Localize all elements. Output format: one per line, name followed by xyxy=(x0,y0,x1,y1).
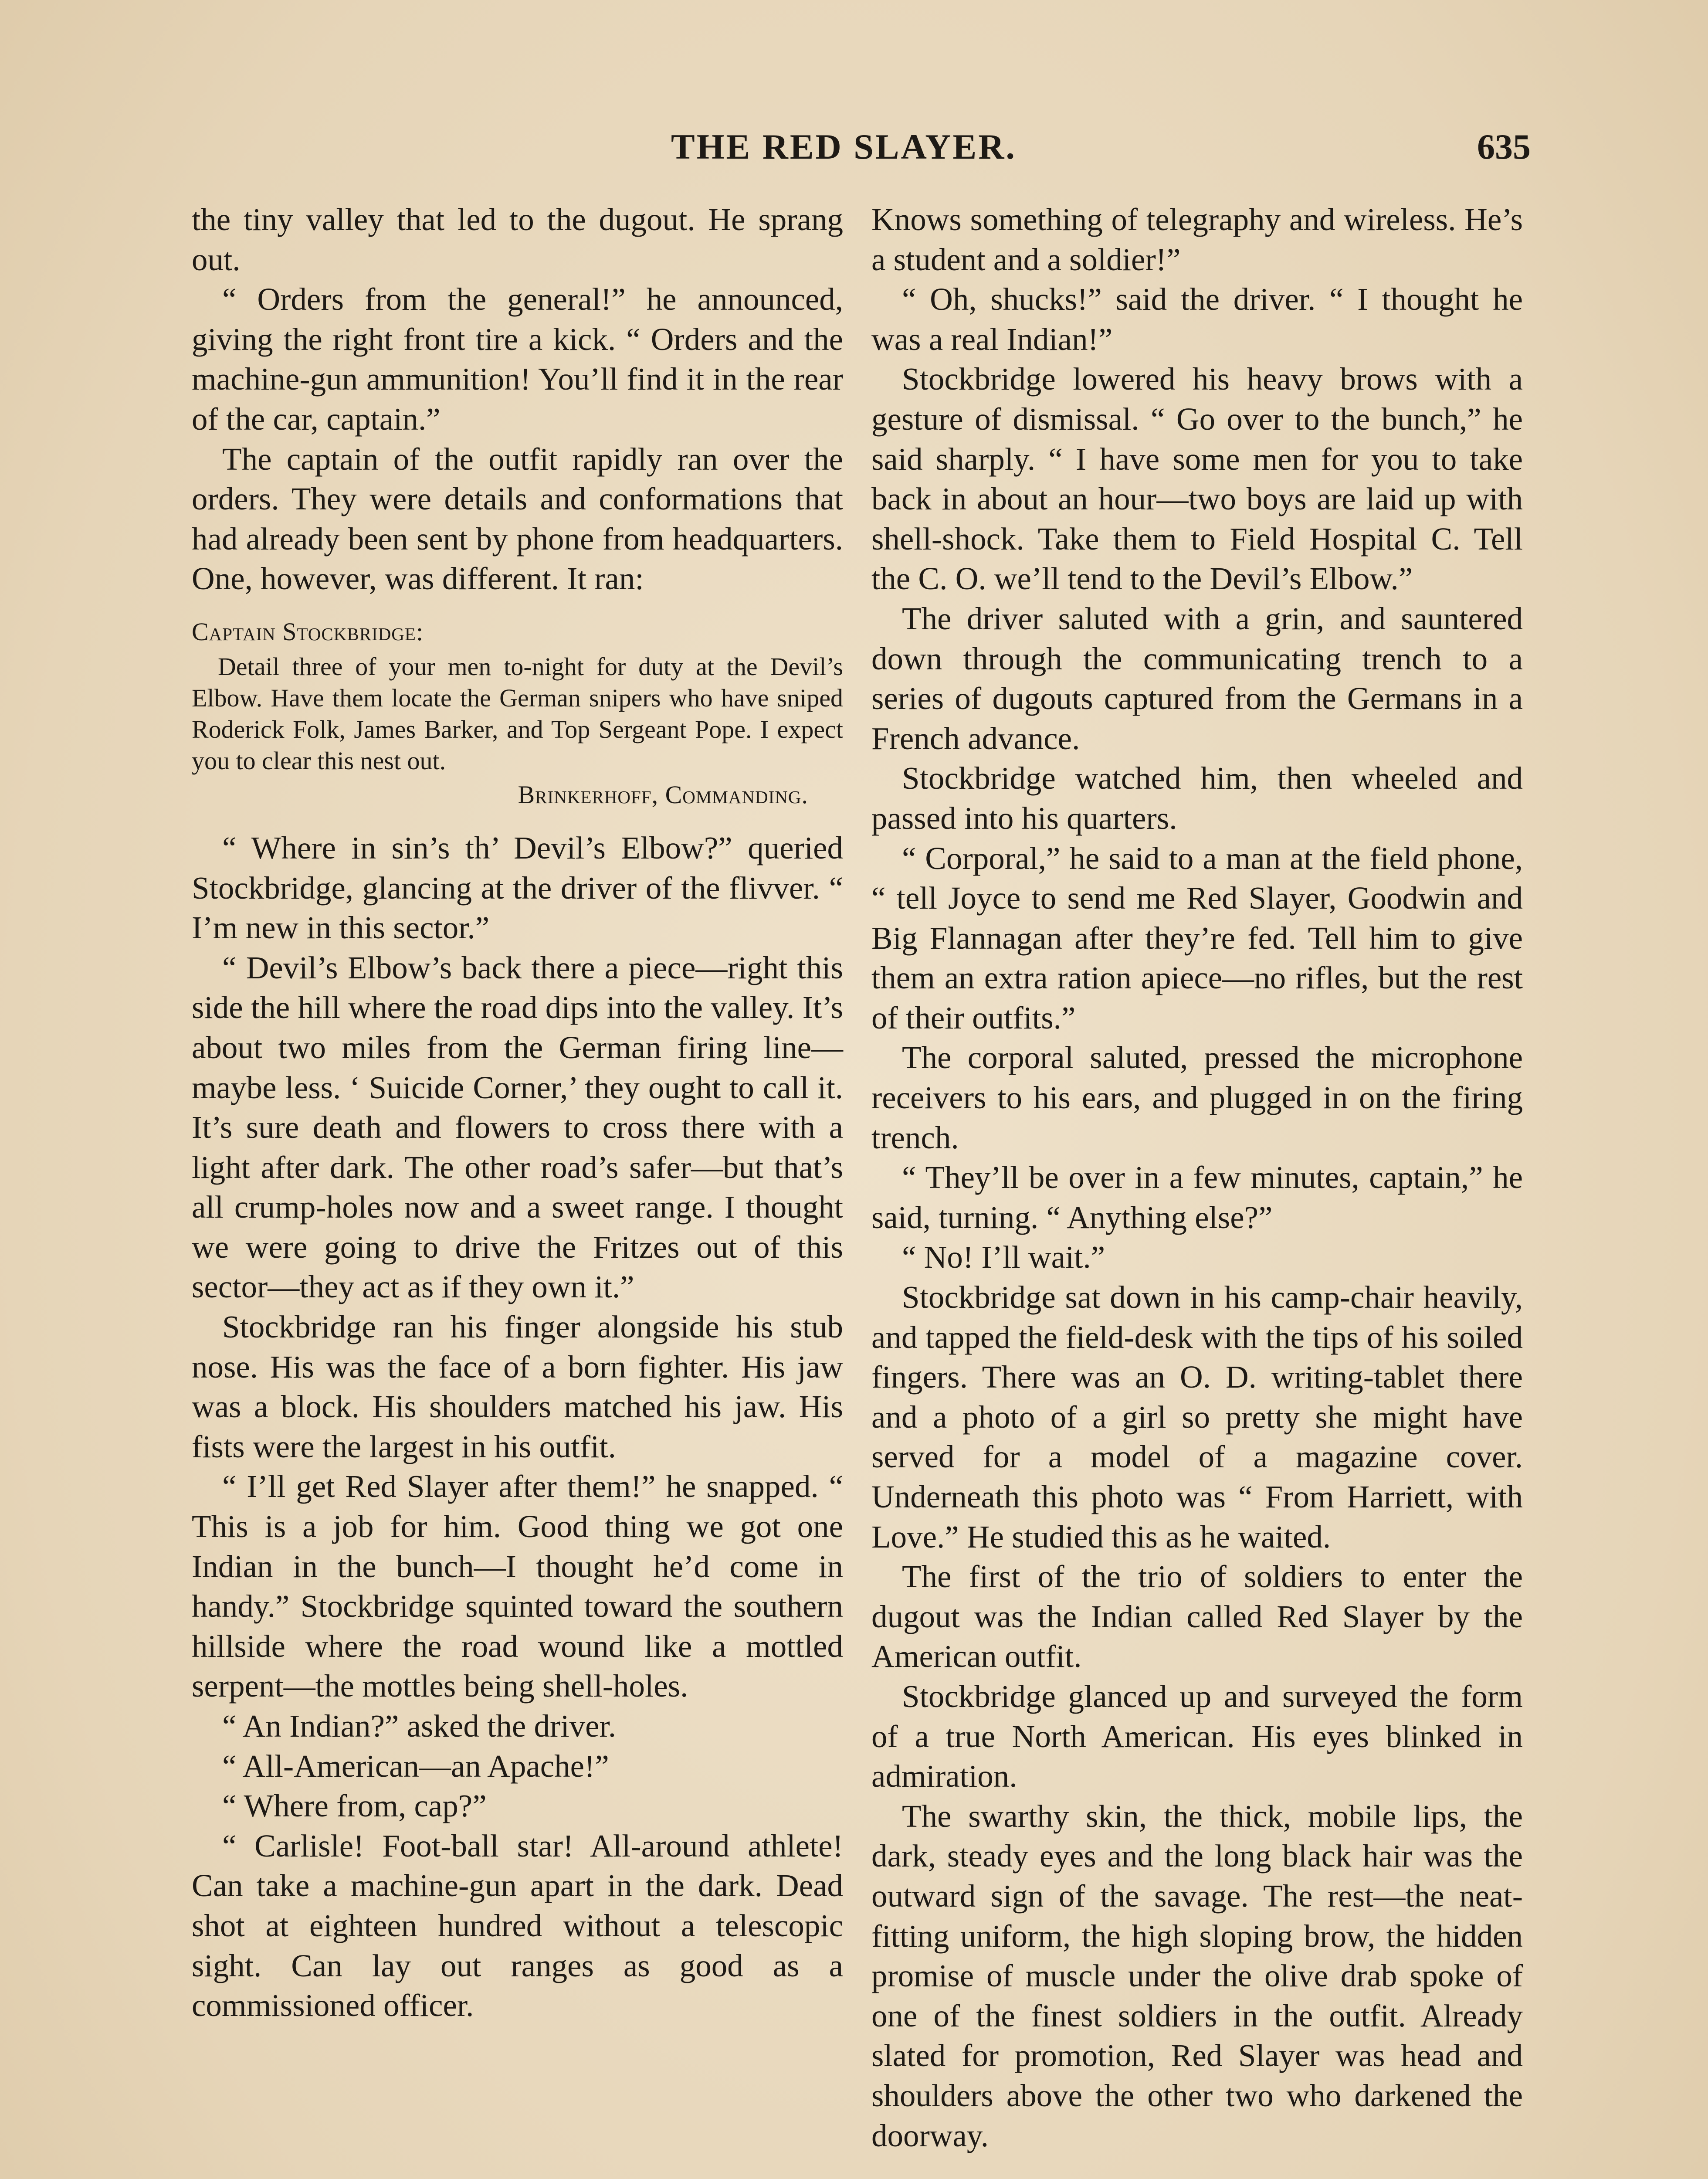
page-header xyxy=(0,126,1708,179)
dispatch-signature: Brinkerhoff, Commanding. xyxy=(518,780,808,809)
paragraph: Knows something of telegraphy and wireless. He’s a student and a soldier!” xyxy=(871,202,1523,277)
left-column xyxy=(192,200,843,2026)
paragraph: Stockbridge watched him, then wheeled and passed into his quarters. xyxy=(871,760,1523,836)
dispatch-heading: Captain Stockbridge: xyxy=(192,617,424,646)
paragraph: Stockbridge lowered his heavy brows with a gesture of dismissal. “ Go over to the bunch,” he said sharply. “ I have some men for you to take back in about an hour—two boys are laid up with shell-shock. Take them to Field Hospital C. Tell the C. O. we’ll tend to the Devil’s Elbow.” xyxy=(871,361,1523,597)
paragraph: “ Where in sin’s th’ Devil’s Elbow?” queried Stockbridge, glancing at the driver of the flivver. “ I’m new in this sector.” xyxy=(192,830,843,946)
paragraph: Stockbridge ran his finger alongside his stub nose. His was the face of a born fighter. His jaw was a block. His shoulders matched his jaw. His fists were the largest in his outfit. xyxy=(192,1309,843,1464)
paragraph: “ All-American—an Apache!” xyxy=(222,1748,609,1784)
paragraph: “ Where from, cap?” xyxy=(222,1788,487,1824)
right-column xyxy=(871,200,1523,2155)
paragraph: The corporal saluted, pressed the microphone receivers to his ears, and plugged in on the firing trench. xyxy=(871,1040,1523,1155)
paragraph: “ Oh, shucks!” said the driver. “ I thought he was a real Indian!” xyxy=(871,282,1523,357)
paragraph: The swarthy skin, the thick, mobile lips, the dark, steady eyes and the long black hair was the outward sign of the savage. The rest—the neat-fitting uniform, the high sloping brow, the hidden promise of muscle under the olive drab spoke of one of the finest soldiers in the outfit. Already slated for promotion, Red Slayer was head and shoulders above the other two who darkened the doorway. xyxy=(871,1798,1523,2153)
paragraph: “ Devil’s Elbow’s back there a piece—right this side the hill where the road dips into the valley. It’s about two miles from the German firing line—maybe less. ‘ Suicide Corner,’ they ought to call it. It’s sure death and flowers to cross there with a light after dark. The other road’s safer—but that’s all crump-holes now and a sweet range. I thought we were going to drive the Fritzes out of this sector—they act as if they own it.” xyxy=(192,950,843,1305)
paragraph: The captain of the outfit rapidly ran over the orders. They were details and conformations that had already been sent by phone from headquarters. One, however, was different. It ran: xyxy=(192,441,843,597)
paragraph: The first of the trio of soldiers to enter the dugout was the Indian called Red Slayer by the American outfit. xyxy=(871,1559,1523,1674)
paragraph: Stockbridge glanced up and surveyed the form of a true North American. His eyes blinked in admiration. xyxy=(871,1678,1523,1794)
paragraph: “ No! I’ll wait.” xyxy=(902,1239,1105,1275)
paragraph: “ Carlisle! Foot-ball star! All-around athlete! Can take a machine-gun apart in the dark. Dead shot at eighteen hundred without a telescopic sight. Can lay out ranges as good as a commissioned officer. xyxy=(192,1828,843,2023)
paragraph: “ They’ll be over in a few minutes, captain,” he said, turning. “ Anything else?” xyxy=(871,1160,1523,1235)
dispatch-body: Detail three of your men to-night for duty at the Devil’s Elbow. Have them locate the German snipers who have sniped Roderick Folk, James Barker, and Top Sergeant Pope. I expect you to clear this nest out. xyxy=(192,652,843,775)
paragraph: The driver saluted with a grin, and sauntered down through the communicating trench to a series of dugouts captured from the Germans in a French advance. xyxy=(871,601,1523,756)
running-title: THE RED SLAYER. xyxy=(671,127,1017,166)
page-number: 635 xyxy=(1477,127,1531,166)
paragraph: “ I’ll get Red Slayer after them!” he snapped. “ This is a job for him. Good thing we got one Indian in the bunch—I thought he’d come in handy.” Stockbridge squinted toward the southern hillside where the road wound like a mottled serpent—the mottles being shell-holes. xyxy=(192,1469,843,1704)
paragraph: “ An Indian?” asked the driver. xyxy=(222,1708,617,1744)
paragraph: “ Corporal,” he said to a man at the field phone, “ tell Joyce to send me Red Slayer, Goodwin and Big Flannagan after they’re fed. Tell him to give them an extra ration apiece—no rifles, but the rest of their outfits.” xyxy=(871,840,1523,1035)
paragraph: the tiny valley that led to the dugout. He sprang out. xyxy=(192,202,843,277)
paragraph: “ Orders from the general!” he announced, giving the right front tire a kick. “ Orders and the machine-gun ammunition! You’ll find it in the rear of the car, captain.” xyxy=(192,282,843,437)
dispatch-order xyxy=(192,616,843,811)
paragraph: Stockbridge sat down in his camp-chair heavily, and tapped the field-desk with the tips of his soiled fingers. There was an O. D. writing-tablet there and a photo of a girl so pretty she might have served for a model of a magazine cover. Underneath this photo was “ From Harriett, with Love.” He studied this as he waited. xyxy=(871,1280,1523,1554)
